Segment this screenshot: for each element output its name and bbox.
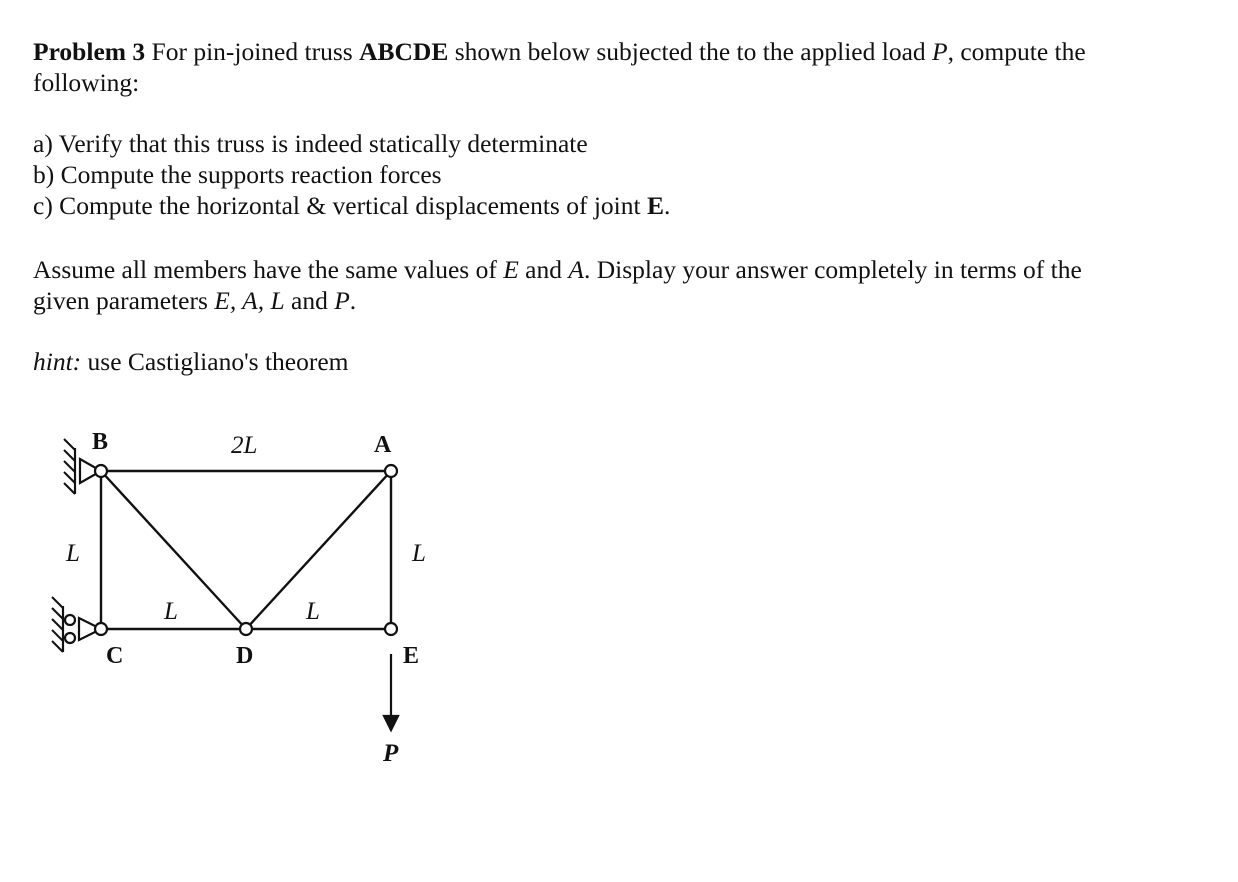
roller-support-c (52, 597, 101, 652)
hint-label: hint: (33, 347, 82, 376)
load-arrow (384, 654, 398, 730)
dim-top: 2L (231, 432, 258, 459)
assumption-p: P (334, 286, 350, 315)
joint-d (240, 623, 252, 635)
assumption-a: A (568, 255, 584, 284)
problem-intro-3: , compute the (947, 37, 1086, 66)
problem-intro-4: following: (33, 68, 140, 97)
node-label-e: E (403, 643, 420, 669)
node-label-c: C (106, 643, 124, 669)
assumption-params: E, A, L (214, 286, 285, 315)
node-label-a: A (374, 432, 392, 458)
joint-c (95, 623, 107, 635)
assumption-text-2: and (525, 255, 562, 284)
load-label: P (383, 740, 399, 767)
problem-intro-1: For pin-joined truss (151, 37, 353, 66)
problem-label: Problem 3 (33, 37, 146, 66)
dim-left: L (66, 540, 80, 567)
node-label-b: B (92, 429, 109, 455)
assumption-text-5: and (291, 286, 328, 315)
hint-text: use Castigliano's theorem (87, 347, 349, 376)
task-c-joint: E (646, 191, 664, 220)
joint-b (95, 465, 107, 477)
dim-bottom-left: L (164, 598, 178, 625)
assumption-text-4: given parameters (33, 286, 208, 315)
task-c-text: c) Compute the horizontal & vertical displacements of joint (33, 191, 641, 220)
assumption-text-3: . Display your answer completely in terms of the (583, 255, 1082, 284)
assumption-text-6: . (349, 286, 357, 315)
joint-e (385, 623, 397, 635)
joint-a (385, 465, 397, 477)
truss-name: ABCDE (359, 37, 449, 66)
problem-intro-2: shown below subjected the to the applied load (454, 37, 926, 66)
dim-right: L (412, 540, 426, 567)
node-label-d: D (236, 643, 254, 669)
task-c-end: . (663, 191, 671, 220)
load-symbol: P (932, 37, 948, 66)
assumption-text-1: Assume all members have the same values of (33, 255, 497, 284)
assumption-e: E (503, 255, 519, 284)
task-a: a) Verify that this truss is indeed statically determinate (33, 129, 588, 158)
dim-bottom-right: L (306, 598, 320, 625)
task-b: b) Compute the supports reaction forces (33, 160, 442, 189)
